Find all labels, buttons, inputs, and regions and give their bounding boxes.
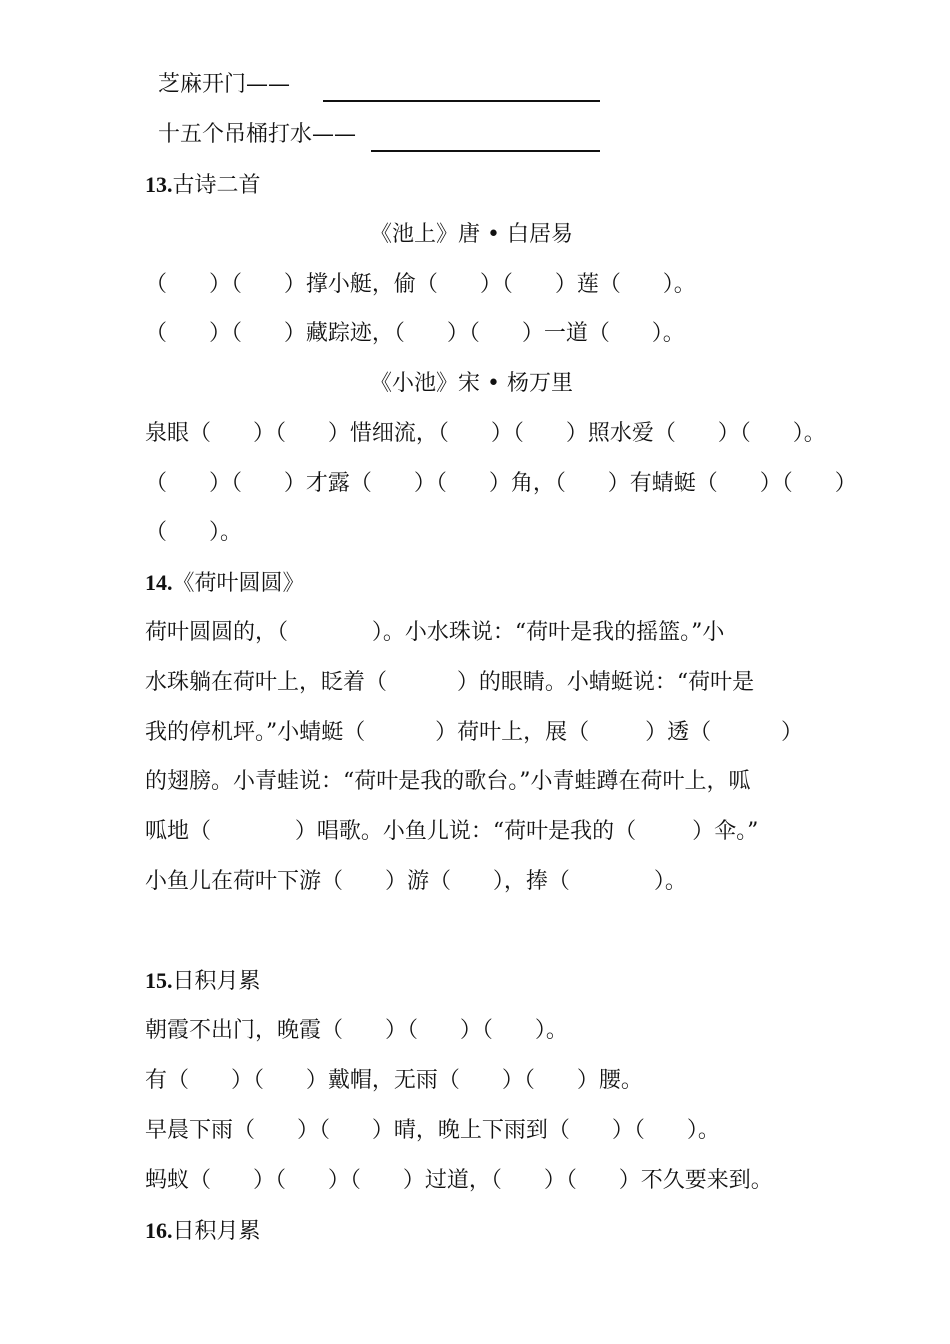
answer-line-2[interactable] — [371, 150, 600, 152]
passage-line-5: 呱地（ ）唱歌。小鱼儿说：“荷叶是我的（ ）伞。” — [145, 819, 759, 844]
saying-line-2: 有（ ）（ ）戴帽，无雨（ ）（ ）腰。 — [145, 1068, 643, 1093]
poem-2-line-3: （ ）。 — [145, 520, 242, 545]
section-14-heading — [145, 568, 305, 599]
section-13-heading — [145, 170, 261, 201]
section-title: 日积月累 — [172, 1219, 261, 1244]
poem-1-title: 《池上》唐 • 白居易 — [370, 222, 573, 247]
section-number: 15. — [145, 968, 173, 993]
section-15-heading — [145, 966, 261, 997]
poem-2-line-1: 泉眼（ ）（ ）惜细流，（ ）（ ）照水爱（ ）（ ）。 — [145, 421, 826, 446]
section-number: 14. — [145, 570, 173, 595]
section-title: 古诗二首 — [172, 173, 261, 198]
passage-line-2: 水珠躺在荷叶上，眨着（ ）的眼睛。小蜻蜓说：“荷叶是 — [145, 670, 755, 695]
passage-line-3: 我的停机坪。”小蜻蜓（ ）荷叶上，展（ ）透（ ） — [145, 720, 804, 745]
section-16-heading — [145, 1216, 261, 1247]
passage-line-4: 的翅膀。小青蛙说：“荷叶是我的歌台。”小青蛙蹲在荷叶上，呱 — [145, 769, 751, 794]
passage-line-1: 荷叶圆圆的，（ ）。小水珠说：“荷叶是我的摇篮。”小 — [145, 620, 725, 645]
poem-2-title: 《小池》宋 • 杨万里 — [370, 371, 573, 396]
riddle-item-2: 十五个吊桶打水—— — [158, 122, 357, 147]
section-title: 日积月累 — [172, 969, 261, 994]
section-title: 《荷叶圆圆》 — [172, 571, 305, 596]
section-number: 13. — [145, 172, 173, 197]
answer-line-1[interactable] — [323, 100, 600, 102]
poem-1-line-1: （ ）（ ）撑小艇，偷（ ）（ ）莲（ ）。 — [145, 272, 696, 297]
poem-1-line-2: （ ）（ ）藏踪迹，（ ）（ ）一道（ ）。 — [145, 321, 685, 346]
saying-line-4: 蚂蚁（ ）（ ）（ ）过道，（ ）（ ）不久要来到。 — [145, 1168, 773, 1193]
poem-2-line-2: （ ）（ ）才露（ ）（ ）角，（ ）有蜻蜓（ ）（ ） — [145, 471, 857, 496]
riddle-item-1: 芝麻开门—— — [158, 72, 291, 97]
passage-line-6: 小鱼儿在荷叶下游（ ）游（ ），捧（ ）。 — [145, 869, 687, 894]
saying-line-1: 朝霞不出门，晚霞（ ）（ ）（ ）。 — [145, 1018, 568, 1043]
saying-line-3: 早晨下雨（ ）（ ）晴，晚上下雨到（ ）（ ）。 — [145, 1118, 720, 1143]
section-number: 16. — [145, 1218, 173, 1243]
